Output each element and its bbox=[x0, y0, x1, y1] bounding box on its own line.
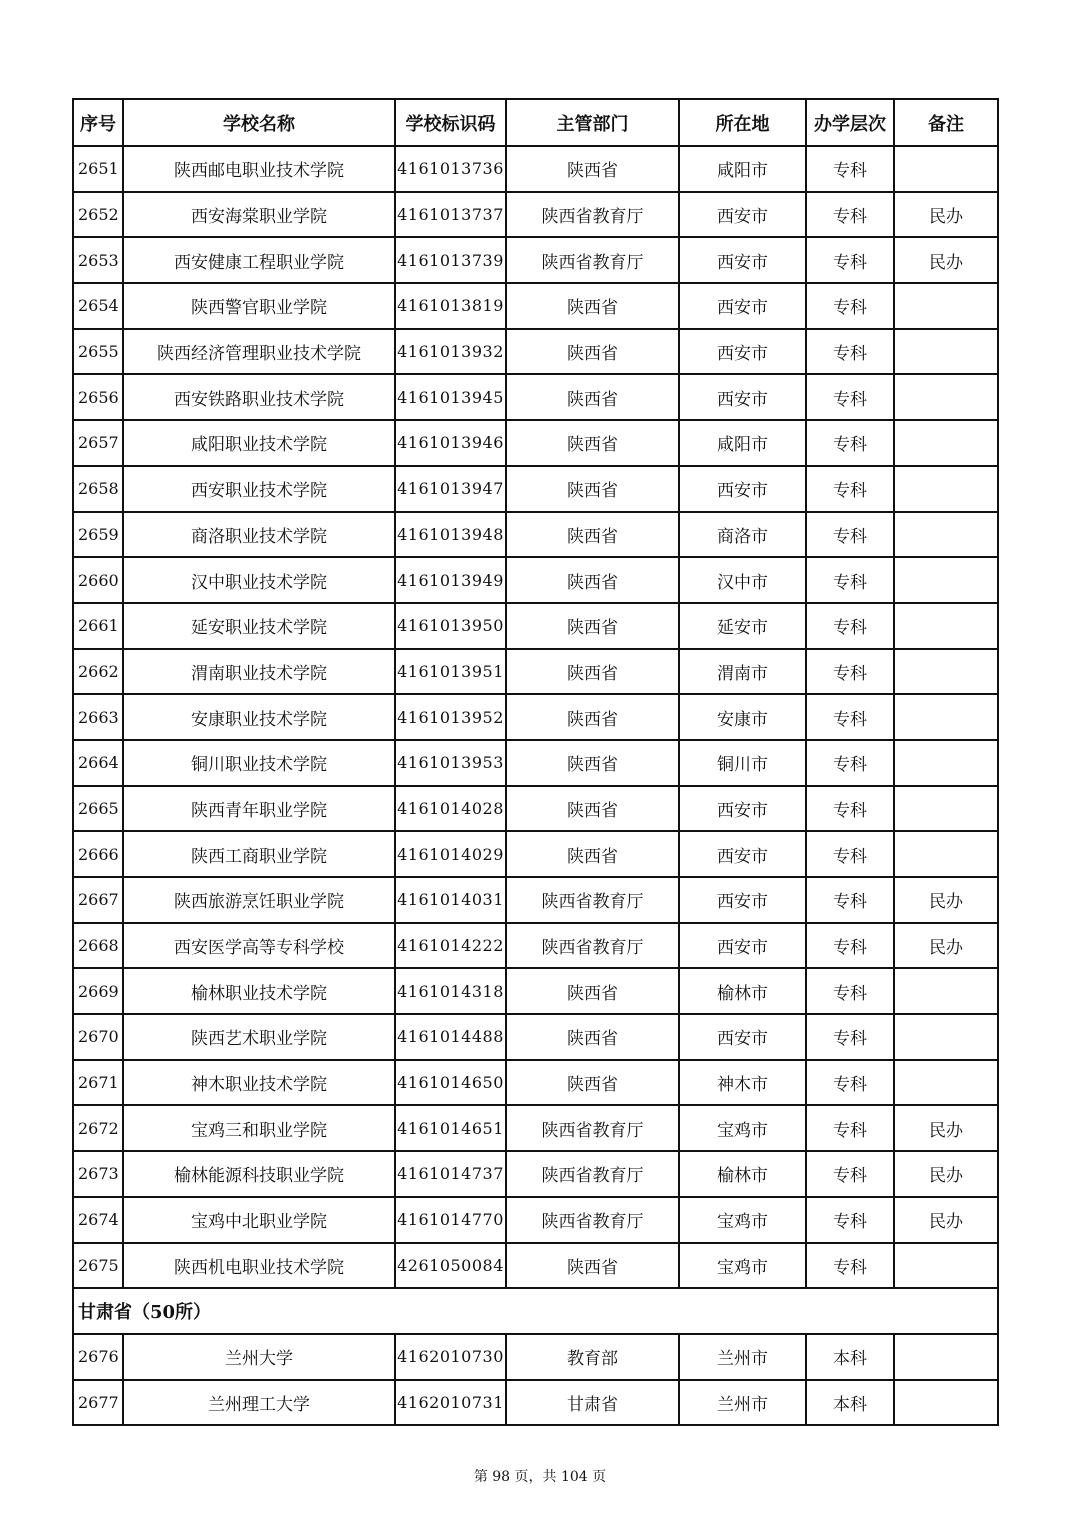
cell-location: 西安市 bbox=[679, 786, 806, 832]
cell-location: 榆林市 bbox=[679, 1151, 806, 1197]
cell-school-name: 西安健康工程职业学院 bbox=[123, 237, 395, 283]
cell-school-name: 西安海棠职业学院 bbox=[123, 192, 395, 238]
table-row bbox=[73, 1380, 998, 1426]
cell-level: 专科 bbox=[806, 237, 894, 283]
cell-school-code: 4161014651 bbox=[395, 1105, 506, 1151]
cell-school-name: 商洛职业技术学院 bbox=[123, 512, 395, 558]
cell-location: 渭南市 bbox=[679, 649, 806, 695]
table-row bbox=[73, 603, 998, 649]
cell-index: 2665 bbox=[73, 786, 123, 832]
cell-remarks bbox=[894, 374, 998, 420]
cell-location: 西安市 bbox=[679, 831, 806, 877]
table-row bbox=[73, 968, 998, 1014]
cell-remarks bbox=[894, 1014, 998, 1060]
cell-index: 2672 bbox=[73, 1105, 123, 1151]
header-remarks: 备注 bbox=[894, 99, 998, 146]
cell-authority: 陕西省 bbox=[506, 1060, 679, 1106]
cell-remarks: 民办 bbox=[894, 877, 998, 923]
cell-authority: 陕西省 bbox=[506, 512, 679, 558]
cell-school-name: 陕西青年职业学院 bbox=[123, 786, 395, 832]
cell-school-code: 4161013819 bbox=[395, 283, 506, 329]
cell-level: 专科 bbox=[806, 649, 894, 695]
table-row bbox=[73, 1014, 998, 1060]
cell-school-code: 4161013736 bbox=[395, 146, 506, 192]
cell-location: 西安市 bbox=[679, 877, 806, 923]
cell-school-code: 4161013950 bbox=[395, 603, 506, 649]
cell-authority: 教育部 bbox=[506, 1334, 679, 1380]
cell-location: 西安市 bbox=[679, 1014, 806, 1060]
table-row bbox=[73, 1334, 998, 1380]
cell-level: 专科 bbox=[806, 923, 894, 969]
cell-school-name: 铜川职业技术学院 bbox=[123, 740, 395, 786]
cell-level: 专科 bbox=[806, 146, 894, 192]
cell-level: 专科 bbox=[806, 1197, 894, 1243]
cell-index: 2677 bbox=[73, 1380, 123, 1426]
cell-school-code: 4161014488 bbox=[395, 1014, 506, 1060]
cell-remarks bbox=[894, 603, 998, 649]
cell-level: 专科 bbox=[806, 557, 894, 603]
table-row bbox=[73, 420, 998, 466]
cell-authority: 陕西省 bbox=[506, 146, 679, 192]
cell-authority: 陕西省 bbox=[506, 603, 679, 649]
cell-school-code: 4161013953 bbox=[395, 740, 506, 786]
cell-school-name: 陕西旅游烹饪职业学院 bbox=[123, 877, 395, 923]
cell-authority: 陕西省 bbox=[506, 968, 679, 1014]
cell-level: 专科 bbox=[806, 603, 894, 649]
table-row bbox=[73, 1060, 998, 1106]
cell-remarks: 民办 bbox=[894, 1105, 998, 1151]
cell-index: 2655 bbox=[73, 329, 123, 375]
table-body bbox=[73, 146, 998, 1425]
cell-remarks bbox=[894, 512, 998, 558]
cell-school-name: 陕西工商职业学院 bbox=[123, 831, 395, 877]
cell-authority: 陕西省教育厅 bbox=[506, 923, 679, 969]
table-row bbox=[73, 1105, 998, 1151]
cell-index: 2653 bbox=[73, 237, 123, 283]
cell-school-code: 4161014770 bbox=[395, 1197, 506, 1243]
table-row bbox=[73, 1243, 998, 1289]
cell-level: 本科 bbox=[806, 1380, 894, 1426]
cell-authority: 陕西省教育厅 bbox=[506, 1105, 679, 1151]
cell-remarks: 民办 bbox=[894, 192, 998, 238]
cell-location: 西安市 bbox=[679, 283, 806, 329]
cell-level: 专科 bbox=[806, 374, 894, 420]
cell-index: 2675 bbox=[73, 1243, 123, 1289]
cell-index: 2661 bbox=[73, 603, 123, 649]
cell-location: 宝鸡市 bbox=[679, 1105, 806, 1151]
table-row bbox=[73, 1151, 998, 1197]
page-footer: 第 98 页，共 104 页 bbox=[473, 1469, 607, 1485]
cell-school-code: 4161013947 bbox=[395, 466, 506, 512]
cell-school-name: 榆林能源科技职业学院 bbox=[123, 1151, 395, 1197]
cell-school-code: 4161014029 bbox=[395, 831, 506, 877]
cell-school-name: 西安铁路职业技术学院 bbox=[123, 374, 395, 420]
cell-remarks bbox=[894, 786, 998, 832]
cell-school-name: 宝鸡中北职业学院 bbox=[123, 1197, 395, 1243]
cell-school-code: 4162010731 bbox=[395, 1380, 506, 1426]
cell-index: 2671 bbox=[73, 1060, 123, 1106]
cell-location: 宝鸡市 bbox=[679, 1197, 806, 1243]
cell-index: 2670 bbox=[73, 1014, 123, 1060]
cell-authority: 陕西省 bbox=[506, 786, 679, 832]
table-row bbox=[73, 237, 998, 283]
cell-index: 2657 bbox=[73, 420, 123, 466]
cell-school-code: 4161013949 bbox=[395, 557, 506, 603]
cell-school-code: 4161013952 bbox=[395, 694, 506, 740]
cell-remarks bbox=[894, 420, 998, 466]
cell-authority: 陕西省 bbox=[506, 694, 679, 740]
section-label: 甘肃省（50所） bbox=[73, 1288, 998, 1334]
cell-level: 专科 bbox=[806, 1105, 894, 1151]
cell-school-name: 宝鸡三和职业学院 bbox=[123, 1105, 395, 1151]
cell-authority: 陕西省 bbox=[506, 1014, 679, 1060]
cell-school-code: 4261050084 bbox=[395, 1243, 506, 1289]
table-row bbox=[73, 649, 998, 695]
cell-remarks bbox=[894, 146, 998, 192]
cell-index: 2658 bbox=[73, 466, 123, 512]
cell-location: 榆林市 bbox=[679, 968, 806, 1014]
cell-authority: 陕西省教育厅 bbox=[506, 192, 679, 238]
cell-index: 2667 bbox=[73, 877, 123, 923]
cell-school-name: 兰州大学 bbox=[123, 1334, 395, 1380]
cell-remarks bbox=[894, 1243, 998, 1289]
header-school-code: 学校标识码 bbox=[395, 99, 506, 146]
cell-school-name: 渭南职业技术学院 bbox=[123, 649, 395, 695]
cell-authority: 陕西省教育厅 bbox=[506, 1151, 679, 1197]
cell-remarks bbox=[894, 968, 998, 1014]
cell-level: 专科 bbox=[806, 786, 894, 832]
cell-authority: 陕西省教育厅 bbox=[506, 877, 679, 923]
cell-level: 专科 bbox=[806, 466, 894, 512]
cell-level: 专科 bbox=[806, 1243, 894, 1289]
cell-location: 西安市 bbox=[679, 237, 806, 283]
cell-authority: 陕西省教育厅 bbox=[506, 237, 679, 283]
cell-index: 2651 bbox=[73, 146, 123, 192]
table-row bbox=[73, 1197, 998, 1243]
cell-school-code: 4161013946 bbox=[395, 420, 506, 466]
cell-school-name: 安康职业技术学院 bbox=[123, 694, 395, 740]
cell-school-code: 4161013737 bbox=[395, 192, 506, 238]
cell-school-code: 4161013951 bbox=[395, 649, 506, 695]
cell-school-name: 西安职业技术学院 bbox=[123, 466, 395, 512]
cell-remarks bbox=[894, 1060, 998, 1106]
cell-authority: 陕西省 bbox=[506, 649, 679, 695]
section-row bbox=[73, 1288, 998, 1334]
cell-remarks: 民办 bbox=[894, 923, 998, 969]
cell-school-name: 陕西艺术职业学院 bbox=[123, 1014, 395, 1060]
cell-level: 专科 bbox=[806, 968, 894, 1014]
cell-school-code: 4161014650 bbox=[395, 1060, 506, 1106]
table-row bbox=[73, 557, 998, 603]
cell-location: 延安市 bbox=[679, 603, 806, 649]
cell-authority: 陕西省 bbox=[506, 466, 679, 512]
cell-location: 西安市 bbox=[679, 329, 806, 375]
cell-location: 安康市 bbox=[679, 694, 806, 740]
cell-index: 2654 bbox=[73, 283, 123, 329]
cell-index: 2674 bbox=[73, 1197, 123, 1243]
table-row bbox=[73, 192, 998, 238]
cell-remarks bbox=[894, 1380, 998, 1426]
cell-location: 商洛市 bbox=[679, 512, 806, 558]
cell-authority: 陕西省 bbox=[506, 420, 679, 466]
cell-remarks bbox=[894, 1334, 998, 1380]
cell-index: 2669 bbox=[73, 968, 123, 1014]
cell-remarks: 民办 bbox=[894, 237, 998, 283]
cell-authority: 陕西省 bbox=[506, 831, 679, 877]
cell-school-name: 陕西邮电职业技术学院 bbox=[123, 146, 395, 192]
cell-location: 西安市 bbox=[679, 192, 806, 238]
table-row bbox=[73, 466, 998, 512]
cell-school-code: 4161014737 bbox=[395, 1151, 506, 1197]
cell-location: 兰州市 bbox=[679, 1334, 806, 1380]
cell-location: 西安市 bbox=[679, 374, 806, 420]
cell-school-code: 4161013739 bbox=[395, 237, 506, 283]
cell-authority: 陕西省教育厅 bbox=[506, 1197, 679, 1243]
table-header-row bbox=[73, 99, 998, 146]
cell-index: 2662 bbox=[73, 649, 123, 695]
cell-authority: 陕西省 bbox=[506, 1243, 679, 1289]
cell-level: 本科 bbox=[806, 1334, 894, 1380]
cell-remarks: 民办 bbox=[894, 1197, 998, 1243]
cell-level: 专科 bbox=[806, 420, 894, 466]
cell-index: 2660 bbox=[73, 557, 123, 603]
cell-location: 西安市 bbox=[679, 923, 806, 969]
table-row bbox=[73, 831, 998, 877]
cell-remarks bbox=[894, 694, 998, 740]
table-row bbox=[73, 329, 998, 375]
cell-authority: 陕西省 bbox=[506, 329, 679, 375]
cell-location: 汉中市 bbox=[679, 557, 806, 603]
cell-remarks bbox=[894, 283, 998, 329]
cell-remarks bbox=[894, 740, 998, 786]
cell-level: 专科 bbox=[806, 192, 894, 238]
cell-school-code: 4161014031 bbox=[395, 877, 506, 923]
table-row bbox=[73, 740, 998, 786]
cell-school-code: 4162010730 bbox=[395, 1334, 506, 1380]
cell-school-name: 陕西警官职业学院 bbox=[123, 283, 395, 329]
cell-location: 咸阳市 bbox=[679, 420, 806, 466]
table-row bbox=[73, 877, 998, 923]
table-row bbox=[73, 374, 998, 420]
header-school-name: 学校名称 bbox=[123, 99, 395, 146]
cell-location: 兰州市 bbox=[679, 1380, 806, 1426]
cell-index: 2656 bbox=[73, 374, 123, 420]
cell-index: 2664 bbox=[73, 740, 123, 786]
cell-school-code: 4161013948 bbox=[395, 512, 506, 558]
cell-school-name: 神木职业技术学院 bbox=[123, 1060, 395, 1106]
cell-school-code: 4161014318 bbox=[395, 968, 506, 1014]
cell-school-name: 兰州理工大学 bbox=[123, 1380, 395, 1426]
cell-level: 专科 bbox=[806, 1151, 894, 1197]
cell-index: 2668 bbox=[73, 923, 123, 969]
cell-index: 2666 bbox=[73, 831, 123, 877]
table-row bbox=[73, 694, 998, 740]
cell-location: 咸阳市 bbox=[679, 146, 806, 192]
cell-location: 宝鸡市 bbox=[679, 1243, 806, 1289]
cell-authority: 陕西省 bbox=[506, 557, 679, 603]
institution-table bbox=[72, 98, 999, 1426]
table-row bbox=[73, 786, 998, 832]
cell-index: 2659 bbox=[73, 512, 123, 558]
header-level: 办学层次 bbox=[806, 99, 894, 146]
cell-index: 2663 bbox=[73, 694, 123, 740]
cell-school-name: 陕西机电职业技术学院 bbox=[123, 1243, 395, 1289]
cell-index: 2652 bbox=[73, 192, 123, 238]
header-location: 所在地 bbox=[679, 99, 806, 146]
cell-level: 专科 bbox=[806, 740, 894, 786]
cell-level: 专科 bbox=[806, 877, 894, 923]
table-row bbox=[73, 923, 998, 969]
cell-remarks bbox=[894, 649, 998, 695]
table-row bbox=[73, 146, 998, 192]
cell-school-name: 陕西经济管理职业技术学院 bbox=[123, 329, 395, 375]
cell-authority: 陕西省 bbox=[506, 740, 679, 786]
cell-level: 专科 bbox=[806, 512, 894, 558]
cell-school-name: 汉中职业技术学院 bbox=[123, 557, 395, 603]
cell-school-code: 4161013932 bbox=[395, 329, 506, 375]
cell-remarks: 民办 bbox=[894, 1151, 998, 1197]
cell-authority: 陕西省 bbox=[506, 374, 679, 420]
cell-school-name: 榆林职业技术学院 bbox=[123, 968, 395, 1014]
cell-level: 专科 bbox=[806, 831, 894, 877]
cell-school-code: 4161014028 bbox=[395, 786, 506, 832]
cell-remarks bbox=[894, 831, 998, 877]
cell-school-code: 4161014222 bbox=[395, 923, 506, 969]
cell-remarks bbox=[894, 466, 998, 512]
cell-level: 专科 bbox=[806, 694, 894, 740]
cell-location: 神木市 bbox=[679, 1060, 806, 1106]
cell-remarks bbox=[894, 557, 998, 603]
cell-level: 专科 bbox=[806, 283, 894, 329]
header-index: 序号 bbox=[73, 99, 123, 146]
cell-level: 专科 bbox=[806, 329, 894, 375]
cell-school-name: 西安医学高等专科学校 bbox=[123, 923, 395, 969]
cell-level: 专科 bbox=[806, 1014, 894, 1060]
cell-school-code: 4161013945 bbox=[395, 374, 506, 420]
cell-authority: 陕西省 bbox=[506, 283, 679, 329]
table-row bbox=[73, 512, 998, 558]
cell-school-name: 延安职业技术学院 bbox=[123, 603, 395, 649]
cell-remarks bbox=[894, 329, 998, 375]
header-authority: 主管部门 bbox=[506, 99, 679, 146]
cell-location: 西安市 bbox=[679, 466, 806, 512]
cell-location: 铜川市 bbox=[679, 740, 806, 786]
cell-index: 2673 bbox=[73, 1151, 123, 1197]
table-row bbox=[73, 283, 998, 329]
cell-school-name: 咸阳职业技术学院 bbox=[123, 420, 395, 466]
cell-index: 2676 bbox=[73, 1334, 123, 1380]
cell-level: 专科 bbox=[806, 1060, 894, 1106]
cell-authority: 甘肃省 bbox=[506, 1380, 679, 1426]
